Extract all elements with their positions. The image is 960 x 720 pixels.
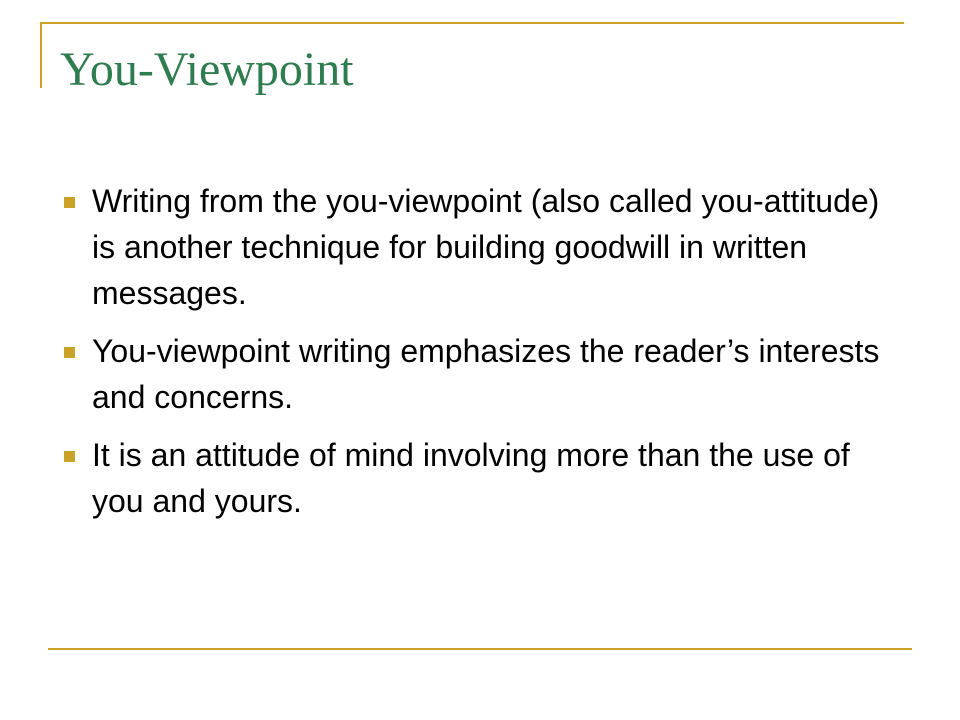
square-bullet-icon [64,197,75,208]
bottom-divider [48,648,912,650]
slide-title: You-Viewpoint [60,43,354,96]
top-divider [40,22,904,24]
square-bullet-icon [64,451,75,462]
square-bullet-icon [64,347,75,358]
bullet-list [64,178,884,536]
left-divider [40,22,42,88]
bullet-text: It is an attitude of mind involving more than the use of you and yours. [92,437,850,519]
bullet-text: Writing from the you-viewpoint (also called you-attitude) is another technique for building goodwill in written messages. [92,183,880,311]
bullet-text: You-viewpoint writing emphasizes the reader’s interests and concerns. [92,333,880,415]
bullet-item [64,328,884,420]
bullet-item [64,432,884,524]
bullet-item [64,178,884,316]
